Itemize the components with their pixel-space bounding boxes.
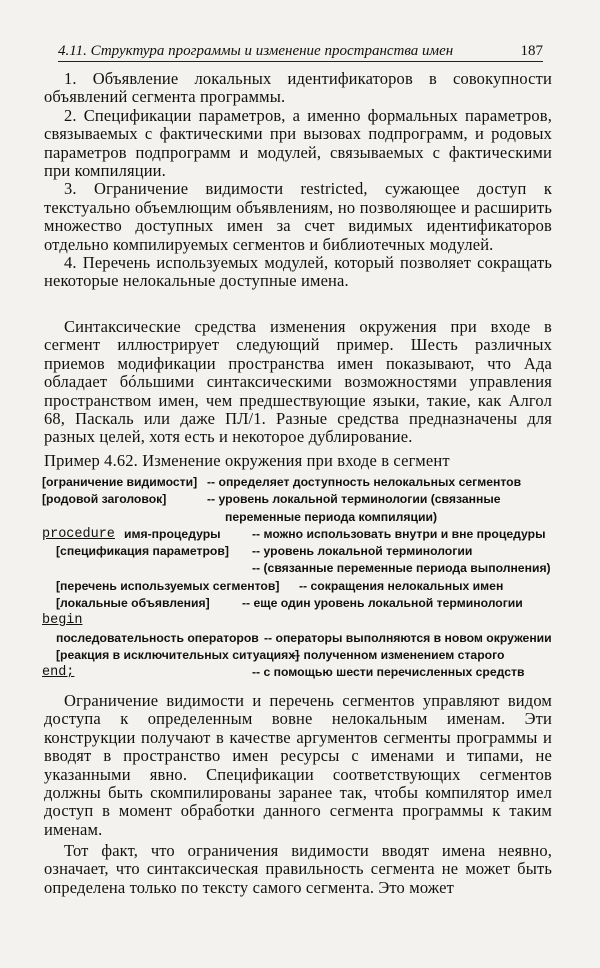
code-line <box>42 474 557 491</box>
code-comment: -- уровень локальной терминологии (связанные <box>207 492 501 507</box>
code-line <box>42 664 557 681</box>
body-paragraph-3: Тот факт, что ограничения видимости вводят имена неявно, означает, что синтаксическая правильность сегмента не может быть определена только по тексту самого сегмента. Это может <box>44 841 552 897</box>
code-text: [реакция в исключительных ситуациях] <box>56 647 300 662</box>
code-line <box>42 543 557 560</box>
code-line <box>42 509 557 526</box>
code-comment: -- операторы выполняются в новом окружении <box>264 630 552 645</box>
code-comment: -- сокращения нелокальных имен <box>299 578 504 593</box>
code-text: имя-процедуры <box>124 526 221 541</box>
code-comment: -- еще один уровень локальной терминологии <box>242 596 523 611</box>
code-comment: -- уровень локальной терминологии <box>252 544 473 559</box>
code-comment: -- полученном изменением старого <box>292 647 505 662</box>
code-comment: -- определяет доступность нелокальных сегментов <box>207 475 522 489</box>
feature-list <box>44 70 552 291</box>
code-line <box>42 630 557 647</box>
header-title: 4.11. Структура программы и изменение пространства имен <box>58 43 454 59</box>
code-line <box>42 647 557 664</box>
body-paragraph-1: Синтаксические средства изменения окружения при входе в сегмент иллюстрирует следующий пример. Шесть различных приемов модификации пространства имен показывают, что Ада обладает бóльшими синтаксическими возможностями управления пространством имен, чем предшествующие языки, такие, как Алгол 68, Паскаль или даже ПЛ/1. Разные средства предназначены для разных целей, хотя есть и некоторое дублирование. <box>44 317 552 447</box>
example-caption: Пример 4.62. Изменение окружения при входе в сегмент <box>44 451 450 470</box>
code-keyword: end; <box>42 665 75 681</box>
code-line <box>42 526 557 543</box>
code-comment: переменные периода компиляции) <box>225 509 438 524</box>
code-comment: -- (связанные переменные периода выполнения) <box>252 561 551 576</box>
list-item: 4. Перечень используемых модулей, который позволяет сокращать некоторые нелокальные доступные имена. <box>44 253 552 291</box>
code-comment: -- с помощью шести перечисленных средств <box>252 665 525 680</box>
code-text: [родовой заголовок] <box>42 492 167 507</box>
code-text: последовательность операторов <box>56 630 259 645</box>
body-paragraph-2: Ограничение видимости и перечень сегментов управляют видом доступа к определенным вовне нелокальным именам. Эти конструкции получают в качестве аргументов сегменты программы и вводят в пространство имен ресурсы с именами и типами, не указанными явно. Спецификации соответствующих сегментов должны быть скомпилированы заранее так, чтобы компилятор имел доступ в момент обработки данного сегмента программы к таким именам. <box>44 691 552 839</box>
code-text: [спецификация параметров] <box>56 544 229 559</box>
code-text: [локальные объявления] <box>56 596 210 611</box>
code-line <box>42 560 557 577</box>
code-keyword: begin <box>42 613 83 629</box>
code-example <box>42 474 557 682</box>
code-line <box>42 491 557 508</box>
list-item: 3. Ограничение видимости restricted, сужающее доступ к текстуально объемлющим объявлениям, но позволяющее и расширить множество доступных имен за счет видимых идентификаторов отдельно компилируемых сегментов и библиотечных модулей. <box>44 179 552 254</box>
page-number: 187 <box>520 43 543 59</box>
running-header <box>58 42 543 62</box>
code-line <box>42 595 557 612</box>
code-line <box>42 612 557 629</box>
code-text: [перечень используемых сегментов] <box>56 578 280 593</box>
code-text: [ограничение видимости] <box>42 475 198 489</box>
code-keyword: procedure <box>42 526 115 542</box>
list-item: 2. Спецификации параметров, а именно формальных параметров, связываемых с фактическими при вызовах подпрограмм, и родовых параметров подпрограмм и модулей, связываемых с фактическими при компиляции. <box>44 105 552 181</box>
code-comment: -- можно использовать внутри и вне процедуры <box>252 526 546 541</box>
code-line <box>42 578 557 595</box>
list-item: 1. Объявление локальных идентификаторов в совокупности объявлений сегмента программы. <box>44 69 552 107</box>
